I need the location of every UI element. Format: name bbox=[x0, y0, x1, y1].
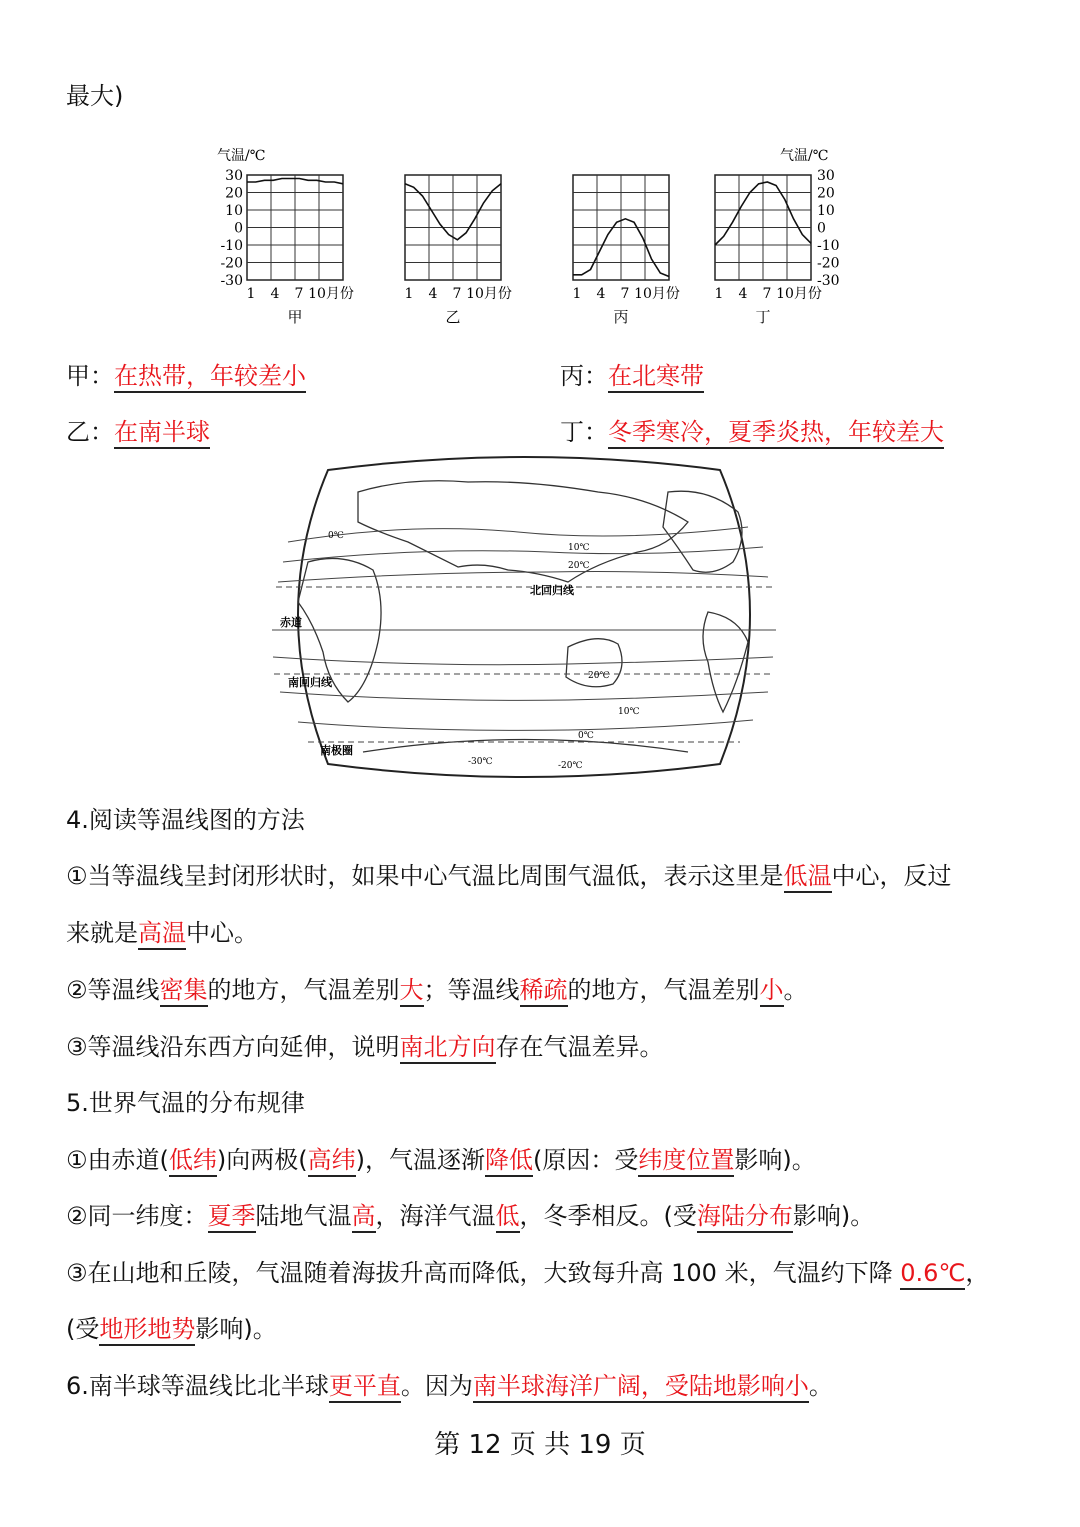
section-6-line: 6.南半球等温线比北半球更平直。因为南半球海洋广阔，受陆地影响小。 bbox=[66, 1370, 833, 1402]
y-tick-label-left: -20 bbox=[220, 255, 243, 272]
answer-yi-value: 在南半球 bbox=[114, 418, 210, 449]
x-tick-label: 4 bbox=[596, 286, 606, 302]
y-tick-label-right: 0 bbox=[817, 220, 826, 237]
answer-yi: 乙：在南半球 bbox=[66, 416, 210, 448]
y-tick-label-right: -10 bbox=[817, 238, 840, 254]
isotherm-label-0-n: 0℃ bbox=[328, 531, 344, 541]
section-4-title: 4.阅读等温线图的方法 bbox=[66, 806, 305, 834]
section-5-line-3: ③在山地和丘陵，气温随着海拔升高而降低，大致每升高 100 米，气温约下降 0.6℃， bbox=[66, 1257, 989, 1289]
answer-bing-value: 在北寒带 bbox=[608, 362, 704, 393]
x-tick-label: 10月份 bbox=[308, 286, 354, 302]
label-tropic-capricorn: 南回归线 bbox=[288, 676, 332, 689]
y-tick-label-left: -30 bbox=[220, 273, 243, 289]
chart-name-丁: 丁 bbox=[755, 308, 771, 326]
y-tick-label-right: 20 bbox=[817, 185, 835, 202]
y-tick-label-right: -20 bbox=[817, 255, 840, 272]
isotherm-label-10-s: 10℃ bbox=[618, 707, 640, 717]
label-equator: 赤道 bbox=[280, 616, 302, 629]
isotherm-label-10-n: 10℃ bbox=[568, 543, 590, 553]
isotherm-10-north bbox=[283, 547, 763, 562]
label-tropic-cancer: 北回归线 bbox=[530, 584, 574, 597]
climate-charts bbox=[205, 140, 845, 340]
y-tick-label-right: 30 bbox=[817, 168, 835, 184]
section-5-line-2: ②同一纬度：夏季陆地气温高，海洋气温低，冬季相反。(受海陆分布影响)。 bbox=[66, 1200, 874, 1232]
section-4-line-1: ①当等温线呈封闭形状时，如果中心气温比周围气温低，表示这里是低温中心，反过 bbox=[66, 860, 952, 892]
answer-jia-value: 在热带，年较差小 bbox=[114, 362, 306, 393]
x-tick-label: 1 bbox=[404, 286, 414, 302]
section-4-line-3: ②等温线密集的地方，气温差别大；等温线稀疏的地方，气温差别小。 bbox=[66, 974, 808, 1006]
isotherm-label-20-n: 20℃ bbox=[568, 561, 590, 571]
isotherm-0-south bbox=[298, 720, 753, 730]
map-outline bbox=[298, 457, 750, 777]
isotherm-label-20-s: 20℃ bbox=[588, 671, 610, 681]
x-tick-label: 10月份 bbox=[776, 286, 822, 302]
isotherm-20-north bbox=[278, 572, 768, 582]
x-tick-label: 7 bbox=[452, 286, 462, 302]
x-tick-label: 10月份 bbox=[634, 286, 680, 302]
section-4-line-4: ③等温线沿东西方向延伸，说明南北方向存在气温差异。 bbox=[66, 1031, 664, 1063]
x-tick-label: 10月份 bbox=[466, 286, 512, 302]
isotherm-10-south bbox=[280, 692, 768, 700]
y-tick-label-left: 20 bbox=[225, 185, 243, 202]
y-tick-label-right: -30 bbox=[817, 273, 840, 289]
x-tick-label: 7 bbox=[620, 286, 630, 302]
isotherm-20-south bbox=[273, 657, 773, 665]
section-5-line-4: (受地形地势影响)。 bbox=[66, 1313, 277, 1345]
y-tick-label-right: 10 bbox=[817, 203, 835, 219]
section-4-line-2: 来就是高温中心。 bbox=[66, 917, 258, 949]
answer-jia: 甲：在热带，年较差小 bbox=[66, 360, 306, 392]
x-tick-label: 1 bbox=[572, 286, 582, 302]
section-5-line-1: ①由赤道(低纬)向两极(高纬)，气温逐渐降低(原因：受纬度位置影响)。 bbox=[66, 1144, 816, 1176]
continent-eurasia bbox=[358, 481, 688, 582]
x-tick-label: 7 bbox=[762, 286, 772, 302]
isotherm-0-north bbox=[288, 527, 748, 542]
x-tick-label: 1 bbox=[714, 286, 724, 302]
y-axis-label-left: 气温/℃ bbox=[217, 148, 266, 164]
y-tick-label-left: 30 bbox=[225, 168, 243, 184]
answer-ding: 丁：冬季寒冷，夏季炎热，年较差大 bbox=[560, 416, 944, 448]
y-tick-label-left: 10 bbox=[225, 203, 243, 219]
continent-antarctica bbox=[363, 740, 688, 753]
x-tick-label: 1 bbox=[246, 286, 256, 302]
y-axis-label-right: 气温/℃ bbox=[780, 148, 829, 164]
x-tick-label: 7 bbox=[294, 286, 304, 302]
y-tick-label-left: -10 bbox=[220, 238, 243, 254]
x-tick-label: 4 bbox=[270, 286, 280, 302]
page-footer: 第 12 页 共 19 页 bbox=[434, 1430, 646, 1460]
answer-ding-value: 冬季寒冷，夏季炎热，年较差大 bbox=[608, 418, 944, 449]
section-5-title: 5.世界气温的分布规律 bbox=[66, 1089, 305, 1117]
top-text: 最大) bbox=[66, 82, 124, 110]
chart-name-乙: 乙 bbox=[445, 308, 461, 326]
chart-name-甲: 甲 bbox=[287, 308, 303, 326]
isotherm-label-neg30: -30℃ bbox=[468, 757, 493, 767]
x-tick-label: 4 bbox=[738, 286, 748, 302]
isotherm-label-0-s: 0℃ bbox=[578, 731, 594, 741]
answer-bing: 丙：在北寒带 bbox=[560, 360, 704, 392]
isotherm-label-neg20: -20℃ bbox=[558, 761, 583, 771]
label-antarctic-circle: 南极圈 bbox=[320, 744, 353, 757]
chart-name-丙: 丙 bbox=[613, 308, 629, 326]
x-tick-label: 4 bbox=[428, 286, 438, 302]
y-tick-label-left: 0 bbox=[234, 220, 243, 237]
world-isotherm-map bbox=[268, 452, 780, 782]
